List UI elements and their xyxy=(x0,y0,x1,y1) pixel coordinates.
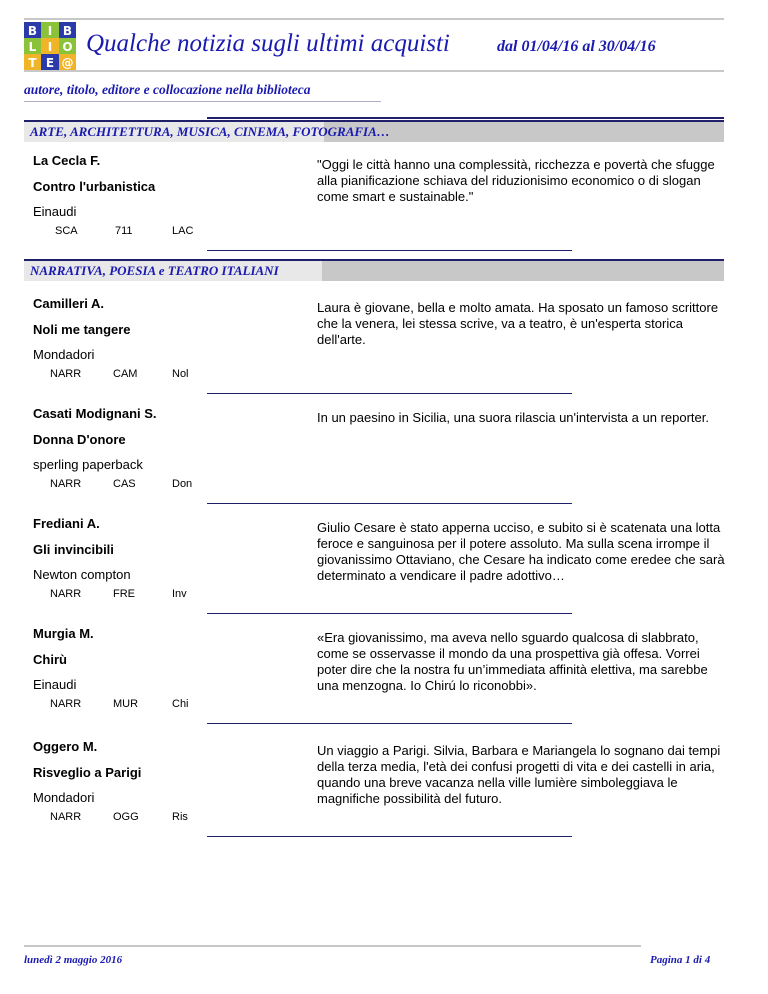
book-title: Noli me tangere xyxy=(33,322,131,337)
logo-letter: I xyxy=(47,24,53,38)
header-bottom-rule xyxy=(24,70,724,72)
shelf-title-code: Inv xyxy=(172,588,187,600)
shelf-code: CAM xyxy=(113,368,138,380)
book-author: Camilleri A. xyxy=(33,296,105,311)
logo-letter: B xyxy=(62,24,73,38)
entry-separator xyxy=(207,393,572,394)
category-header xyxy=(24,120,724,142)
shelf-code: 711 xyxy=(115,225,133,237)
book-title: Risveglio a Parigi xyxy=(33,765,142,780)
header-top-rule xyxy=(24,18,724,20)
shelf-section: NARR xyxy=(50,698,82,710)
top-separator-rule xyxy=(207,117,724,119)
book-title: Chirù xyxy=(33,652,67,667)
shelf-section: NARR xyxy=(50,478,82,490)
book-title: Contro l'urbanistica xyxy=(33,179,156,194)
book-publisher: Mondadori xyxy=(33,790,95,805)
logo-letter: E xyxy=(45,56,55,70)
shelf-title-code: Nol xyxy=(172,368,189,380)
shelf-code: MUR xyxy=(113,698,139,710)
entry-separator xyxy=(207,250,572,251)
logo-letter: L xyxy=(28,40,37,54)
book-description: In un paesino in Sicilia, una suora rilascia un'intervista a un reporter. xyxy=(317,410,709,425)
entry-separator xyxy=(207,503,572,504)
book-author: Oggero M. xyxy=(33,739,98,754)
shelf-code: OGG xyxy=(113,811,139,823)
shelf-code: CAS xyxy=(113,478,136,490)
page-subtitle: autore, titolo, editore e collocazione nella biblioteca xyxy=(24,82,311,97)
shelf-code: FRE xyxy=(113,588,135,600)
entry-separator xyxy=(207,836,572,837)
category-title: NARRATIVA, POESIA e TEATRO ITALIANI xyxy=(30,263,279,278)
book-description: Un viaggio a Parigi. Silvia, Barbara e Mariangela lo sognano dai tempi della terza media, l'età dei confusi progetti di vita e dei castelli in aria, quando una breve vacanza nella ville lumière simboleggiava le magnifiche possibilità del futuro. xyxy=(317,743,721,806)
shelf-title-code: Chi xyxy=(172,698,189,710)
shelf-title-code: Don xyxy=(172,478,193,490)
book-entry xyxy=(0,516,768,626)
shelf-section: SCA xyxy=(55,225,78,237)
logo-letter: I xyxy=(47,40,53,54)
book-title: Gli invincibili xyxy=(33,542,114,557)
book-entry xyxy=(0,153,768,263)
footer-rule xyxy=(24,945,641,947)
book-publisher: Mondadori xyxy=(33,347,95,362)
book-publisher: Einaudi xyxy=(33,677,77,692)
library-logo xyxy=(24,22,76,70)
book-entry xyxy=(0,626,768,736)
entry-separator xyxy=(207,613,572,614)
shelf-title-code: Ris xyxy=(172,811,188,823)
book-author: La Cecla F. xyxy=(33,153,101,168)
shelf-section: NARR xyxy=(50,368,82,380)
category-title: ARTE, ARCHITETTURA, MUSICA, CINEMA, FOTOGRAFIA… xyxy=(30,124,390,139)
book-description: Giulio Cesare è stato apperna ucciso, e subito si è scatenata una lotta feroce e sanguinosa per il potere assoluto. Ma sulla scena irrompe il giovanissimo Ottaviano, che Cesare ha indicato come eredee che sarà determinato a vendicare il padre adottivo… xyxy=(317,520,725,583)
shelf-section: NARR xyxy=(50,588,82,600)
book-description: "Oggi le città hanno una complessità, ricchezza e povertà che sfugge alla pianificazione schiava del riduzionisimo economico o di slogan come smart e sustainable." xyxy=(317,157,715,204)
book-entry xyxy=(0,296,768,406)
book-entry xyxy=(0,406,768,516)
page-number: Pagina 1 di 4 xyxy=(650,954,711,966)
entry-separator xyxy=(207,723,572,724)
category-header xyxy=(24,259,724,281)
book-entry xyxy=(0,739,768,849)
page-title: Qualche notizia sugli ultimi acquisti xyxy=(86,30,450,57)
subtitle-underline xyxy=(24,101,381,102)
book-publisher: sperling paperback xyxy=(33,457,143,472)
book-description: «Era giovanissimo, ma aveva nello sguardo qualcosa di slabbrato, come se osservasse il mondo da una prospettiva già offesa. Vorrei poter dire che la nostra fu un’immediata affinità elettiva, ma sarebbe una menzogna. Io Chirú lo riconobbi». xyxy=(317,630,708,693)
logo-letter: T xyxy=(28,56,37,70)
footer-date: lunedì 2 maggio 2016 xyxy=(24,954,123,966)
book-title: Donna D'onore xyxy=(33,432,126,447)
date-range: dal 01/04/16 al 30/04/16 xyxy=(497,38,656,55)
logo-letter: O xyxy=(62,40,73,54)
logo-letter: B xyxy=(27,24,38,38)
shelf-section: NARR xyxy=(50,811,82,823)
book-publisher: Einaudi xyxy=(33,204,77,219)
logo-letter: @ xyxy=(61,56,74,70)
book-author: Frediani A. xyxy=(33,516,100,531)
book-author: Casati Modignani S. xyxy=(33,406,157,421)
shelf-title-code: LAC xyxy=(172,225,194,237)
book-description: Laura è giovane, bella e molto amata. Ha sposato un famoso scrittore che la venera, lei stessa scrive, va a teatro, è un'esperta storica dell'arte. xyxy=(317,300,719,347)
book-author: Murgia M. xyxy=(33,626,94,641)
book-publisher: Newton compton xyxy=(33,567,131,582)
